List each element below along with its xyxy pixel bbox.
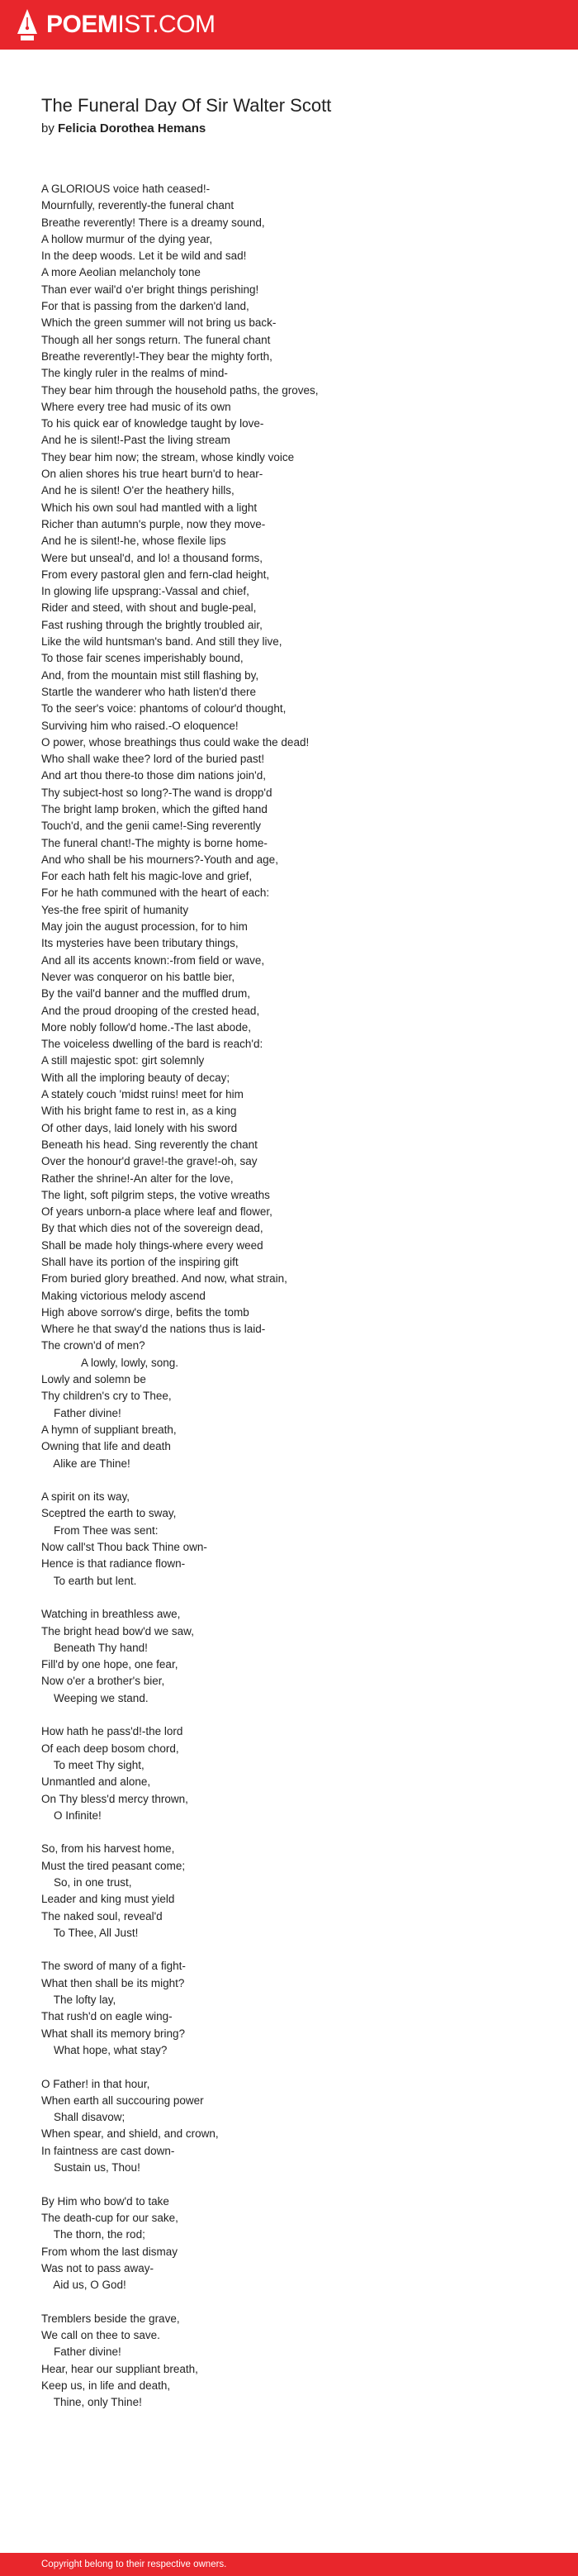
stanza-break xyxy=(41,2176,537,2193)
poem-line: Than ever wail'd o'er bright things perishing! xyxy=(41,283,259,296)
stanza-break xyxy=(41,2293,537,2310)
poem-line: Rider and steed, with shout and bugle-peal, xyxy=(41,601,257,615)
poem-line: And art thou there-to those dim nations join'd, xyxy=(41,769,266,782)
poem-line: And the proud drooping of the crested head, xyxy=(41,1004,260,1017)
poem-line: A spirit on its way, xyxy=(41,1490,130,1504)
poem-line: Breathe reverently! There is a dreamy sound, xyxy=(41,216,265,229)
site-logo-link[interactable] xyxy=(17,8,216,41)
author-link[interactable]: Felicia Dorothea Hemans xyxy=(58,121,206,135)
poem-line: To earth but lent. xyxy=(41,1574,137,1587)
poem-line: What then shall be its might? xyxy=(41,1976,185,1989)
poem-line: Must the tired peasant come; xyxy=(41,1859,186,1872)
poem-line: And all its accents known:-from field or wave, xyxy=(41,953,265,967)
poem-line: Startle the wanderer who hath listen'd there xyxy=(41,685,256,698)
poem-line: Sustain us, Thou! xyxy=(41,2161,140,2174)
stanza-break xyxy=(41,1590,537,1606)
poem-line: On alien shores his true heart burn'd to hear- xyxy=(41,468,263,481)
poem-line: Mournfully, reverently-the funeral chant xyxy=(41,199,235,212)
poem-line: Lowly and solemn be xyxy=(41,1373,146,1386)
poem-line: A more Aeolian melancholy tone xyxy=(41,266,201,279)
poem-line: Sceptred the earth to sway, xyxy=(41,1507,177,1520)
logo-wordmark xyxy=(46,8,216,41)
poem-line: May join the august procession, for to him xyxy=(41,920,248,934)
poem-line: And he is silent!-Past the living stream xyxy=(41,434,230,447)
poem-line: To his quick ear of knowledge taught by love- xyxy=(41,417,264,430)
poem-line: Now call'st Thou back Thine own- xyxy=(41,1541,207,1554)
poem-line: To Thee, All Just! xyxy=(41,1926,139,1939)
poem-line: Thy children's cry to Thee, xyxy=(41,1390,172,1403)
poem-line: The death-cup for our sake, xyxy=(41,2211,178,2224)
poem-line: In the deep woods. Let it be wild and sad! xyxy=(41,250,247,263)
poem-line: Beneath Thy hand! xyxy=(41,1641,148,1654)
stanza-break xyxy=(41,2059,537,2075)
poem-line: How hath he pass'd!-the lord xyxy=(41,1725,183,1738)
poem-line: Fast rushing through the brightly troubled air, xyxy=(41,618,263,631)
logo-text-bold: POEM xyxy=(46,11,118,38)
poem-line: The naked soul, reveal'd xyxy=(41,1909,163,1922)
poem-line: Owning that life and death xyxy=(41,1440,171,1453)
poem-line: On Thy bless'd mercy thrown, xyxy=(41,1792,188,1805)
poem-line: Where he that sway'd the nations thus is laid- xyxy=(41,1323,266,1336)
poem-line: By that which dies not of the sovereign dead, xyxy=(41,1222,263,1235)
poem-line: Surviving him who raised.-O eloquence! xyxy=(41,719,239,732)
poem-line: By the vail'd banner and the muffled drum, xyxy=(41,987,250,1000)
poem-line: A hymn of suppliant breath, xyxy=(41,1423,177,1436)
poem-line: Shall disavow; xyxy=(41,2111,126,2124)
poem-line: The voiceless dwelling of the bard is reach'd: xyxy=(41,1038,263,1051)
poem-line: For that is passing from the darken'd land, xyxy=(41,300,249,313)
poem-line: O Father! in that hour, xyxy=(41,2077,150,2090)
poem-line: By Him who bow'd to take xyxy=(41,2194,169,2208)
site-footer xyxy=(0,2553,578,2576)
poem-line: To those fair scenes imperishably bound, xyxy=(41,652,244,665)
poem-line: A GLORIOUS voice hath ceased!- xyxy=(41,183,211,195)
poem-line: From every pastoral glen and fern-clad height, xyxy=(41,568,270,581)
poem-line: When spear, and shield, and crown, xyxy=(41,2127,219,2141)
poem-line: Making victorious melody ascend xyxy=(41,1289,206,1302)
poem-line: Beneath his head. Sing reverently the chant xyxy=(41,1138,258,1151)
poem-line: To the seer's voice: phantoms of colour'd thought, xyxy=(41,702,287,715)
stanza-break xyxy=(41,1824,537,1841)
poem-byline xyxy=(41,121,206,137)
poem-line: O Infinite! xyxy=(41,1808,102,1822)
poem-line: Of years unborn-a place where leaf and flower, xyxy=(41,1205,272,1219)
poem-line: Breathe reverently!-They bear the mighty forth, xyxy=(41,349,272,363)
poem-line: Never was conqueror on his battle bier, xyxy=(41,970,235,983)
poem-line: Was not to pass away- xyxy=(41,2261,154,2274)
poem-line: Shall be made holy things-where every weed xyxy=(41,1238,263,1252)
poem-line: And he is silent! O'er the heathery hills, xyxy=(41,484,235,497)
poem-line: From Thee was sent: xyxy=(41,1523,159,1537)
poem-line: So, from his harvest home, xyxy=(41,1842,175,1856)
poem-line: Of other days, laid lonely with his sword xyxy=(41,1121,238,1134)
poem-title: The Funeral Day Of Sir Walter Scott xyxy=(41,95,332,116)
poem-line: Watching in breathless awe, xyxy=(41,1608,181,1621)
poem-line: Richer than autumn's purple, now they move- xyxy=(41,517,266,530)
poem-line: More nobly follow'd home.-The last abode, xyxy=(41,1020,251,1034)
poem-line: The kingly ruler in the realms of mind- xyxy=(41,367,228,380)
poem-line: Tremblers beside the grave, xyxy=(41,2312,180,2325)
poem-line: Shall have its portion of the inspiring gift xyxy=(41,1256,239,1268)
poem-line: Were but unseal'd, and lo! a thousand forms, xyxy=(41,551,263,564)
site-header xyxy=(0,0,578,50)
poem-line: Which the green summer will not bring us back- xyxy=(41,316,277,330)
poem-line: With all the imploring beauty of decay; xyxy=(41,1071,230,1084)
poem-line: In faintness are cast down- xyxy=(41,2144,175,2157)
poem-line: Father divine! xyxy=(41,2345,121,2359)
poem-line: Though all her songs return. The funeral chant xyxy=(41,333,271,346)
poem-line: Like the wild huntsman's band. And still they live, xyxy=(41,635,282,649)
poem-line: With his bright fame to rest in, as a king xyxy=(41,1105,237,1118)
pen-nib-icon xyxy=(17,8,38,41)
poem-line: Thy subject-host so long?-The wand is dropp'd xyxy=(41,786,272,799)
poem-line: What hope, what stay? xyxy=(41,2043,168,2056)
poem-line: To meet Thy sight, xyxy=(41,1758,144,1771)
poem-line: Father divine! xyxy=(41,1406,121,1419)
poem-line: Weeping we stand. xyxy=(41,1691,149,1704)
poem-line: And, from the mountain mist still flashing by, xyxy=(41,668,259,682)
stanza-break xyxy=(41,1942,537,1958)
poem-line: Keep us, in life and death, xyxy=(41,2379,171,2392)
poem-line: A stately couch 'midst ruins! meet for him xyxy=(41,1088,244,1101)
poem-line: High above sorrow's dirge, befits the tomb xyxy=(41,1305,249,1319)
poem-body xyxy=(41,181,537,2411)
poem-line: Yes-the free spirit of humanity xyxy=(41,903,189,916)
poem-line: When earth all succouring power xyxy=(41,2094,204,2107)
poem-line: What shall its memory bring? xyxy=(41,2027,186,2040)
poem-line: A hollow murmur of the dying year, xyxy=(41,232,213,245)
poem-line: Thine, only Thine! xyxy=(41,2396,142,2409)
poem-line: They bear him now; the stream, whose kindly voice xyxy=(41,450,295,463)
stanza-break xyxy=(41,1707,537,1723)
poem-line: So, in one trust, xyxy=(41,1875,132,1889)
poem-line: The lofty lay, xyxy=(41,1994,116,2007)
poem-line: Who shall wake thee? lord of the buried past! xyxy=(41,753,265,766)
poem-line: In glowing life upsprang:-Vassal and chief, xyxy=(41,585,249,598)
copyright-text: Copyright belong to their respective owners. xyxy=(41,2559,227,2569)
poem-line: The light, soft pilgrim steps, the votive wreaths xyxy=(41,1188,270,1201)
poem-line: Which his own soul had mantled with a light xyxy=(41,501,258,514)
poem-line: And who shall be his mourners?-Youth and age, xyxy=(41,853,278,866)
poem-line: For he hath communed with the heart of each: xyxy=(41,886,270,900)
poem-line: Its mysteries have been tributary things, xyxy=(41,937,239,950)
poem-line: Rather the shrine!-An alter for the love, xyxy=(41,1172,234,1185)
poem-line: A still majestic spot: girt solemnly xyxy=(41,1054,205,1067)
poem-line: From buried glory breathed. And now, what strain, xyxy=(41,1272,287,1286)
poem-line: Now o'er a brother's bier, xyxy=(41,1675,165,1688)
poem-line: That rush'd on eagle wing- xyxy=(41,2010,173,2023)
logo-text-light: IST.COM xyxy=(117,11,216,38)
poem-line: Touch'd, and the genii came!-Sing reverently xyxy=(41,820,261,833)
poem-line: From whom the last dismay xyxy=(41,2245,178,2258)
poem-line: The crown'd of men? xyxy=(41,1339,145,1352)
poem-line: And he is silent!-he, whose flexile lips xyxy=(41,535,226,548)
poem-line: Leader and king must yield xyxy=(41,1893,175,1906)
poem-line: Fill'd by one hope, one fear, xyxy=(41,1658,178,1671)
poem-line: For each hath felt his magic-love and grief, xyxy=(41,870,253,883)
poem-line: We call on thee to save. xyxy=(41,2329,160,2341)
poem-line: The bright lamp broken, which the gifted hand xyxy=(41,802,268,815)
by-label: by xyxy=(41,121,54,135)
poem-line: The sword of many of a fight- xyxy=(41,1960,186,1973)
poem-line: O power, whose breathings thus could wake the dead! xyxy=(41,735,310,749)
poem-line: Unmantled and alone, xyxy=(41,1775,151,1789)
poem-line: The funeral chant!-The mighty is borne home- xyxy=(41,836,268,849)
poem-line: Hear, hear our suppliant breath, xyxy=(41,2362,198,2375)
poem-line: The bright head bow'd we saw, xyxy=(41,1624,194,1637)
poem-line: A lowly, lowly, song. xyxy=(41,1356,179,1369)
poem-line: Aid us, O God! xyxy=(41,2279,126,2292)
poem-line: Where every tree had music of its own xyxy=(41,400,231,413)
poem-line: Over the honour'd grave!-the grave!-oh, say xyxy=(41,1155,258,1168)
poem-line: They bear him through the household paths, the groves, xyxy=(41,383,319,397)
poem-line: Hence is that radiance flown- xyxy=(41,1557,186,1571)
stanza-break xyxy=(41,1472,537,1489)
poem-line: Of each deep bosom chord, xyxy=(41,1742,179,1755)
poem-line: Alike are Thine! xyxy=(41,1457,130,1470)
poem-line: The thorn, the rod; xyxy=(41,2228,145,2241)
